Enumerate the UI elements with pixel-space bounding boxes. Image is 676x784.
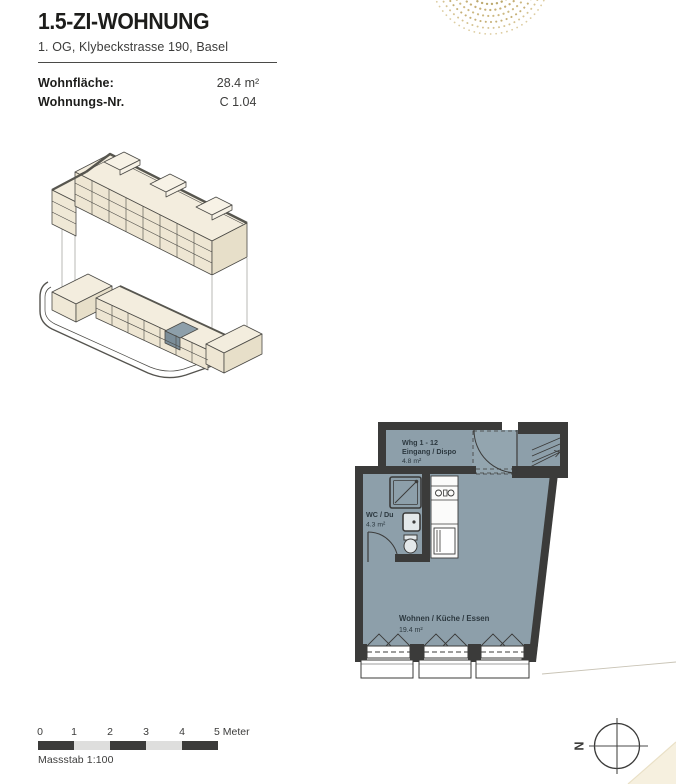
fact-row-area	[38, 74, 298, 93]
isometric-building-illustration	[30, 140, 264, 385]
scale-bar	[38, 726, 298, 766]
apartment-number-value: C 1.04	[219, 95, 257, 109]
sink-icon	[403, 513, 420, 531]
kitchen-counter	[431, 476, 458, 558]
scale-tick-1: 1	[71, 726, 77, 738]
scale-tick-5-meter: 5 Meter	[214, 726, 250, 738]
entry-corridor-fill	[472, 430, 518, 478]
facts-table	[38, 74, 298, 112]
scale-segment	[74, 741, 110, 750]
scale-bar-segments	[38, 741, 218, 750]
scale-tick-4: 4	[179, 726, 185, 738]
entrance-label-line1: Whg 1 - 12	[402, 438, 438, 447]
header	[38, 8, 318, 54]
scale-segment	[38, 741, 74, 750]
bathroom-label: WC / Du	[366, 510, 394, 519]
scale-tick-2: 2	[107, 726, 113, 738]
north-label: N	[571, 741, 586, 751]
area-value: 28.4 m²	[216, 76, 260, 90]
scale-tick-3: 3	[143, 726, 149, 738]
entrance-label-line2: Eingang / Dispo	[402, 447, 457, 456]
living-label: Wohnen / Küche / Essen	[399, 614, 490, 623]
header-divider	[38, 62, 277, 63]
area-label: Wohnfläche:	[38, 76, 114, 90]
toilet-icon	[404, 535, 417, 553]
living-area: 19.4 m²	[399, 627, 423, 634]
bathroom-area: 4.3 m²	[366, 521, 386, 529]
gold-dot-pattern-decoration	[424, 0, 560, 40]
scale-caption: Massstab 1:100	[38, 754, 114, 766]
scale-segment	[146, 741, 182, 750]
fact-row-apartment-number	[38, 93, 298, 112]
page-title: 1.5-ZI-WOHNUNG	[38, 8, 210, 34]
scale-tick-0: 0	[37, 726, 43, 738]
scale-segment	[110, 741, 146, 750]
scale-segment	[182, 741, 218, 750]
compass-icon	[565, 713, 665, 783]
scale-tick-labels	[38, 726, 298, 739]
address-subtitle: 1. OG, Klybeckstrasse 190, Basel	[38, 40, 229, 54]
shower-icon	[390, 477, 421, 508]
entrance-area: 4.8 m²	[402, 458, 422, 465]
stairwell-fill	[518, 430, 564, 470]
apartment-number-label: Wohnungs-Nr.	[38, 95, 125, 109]
